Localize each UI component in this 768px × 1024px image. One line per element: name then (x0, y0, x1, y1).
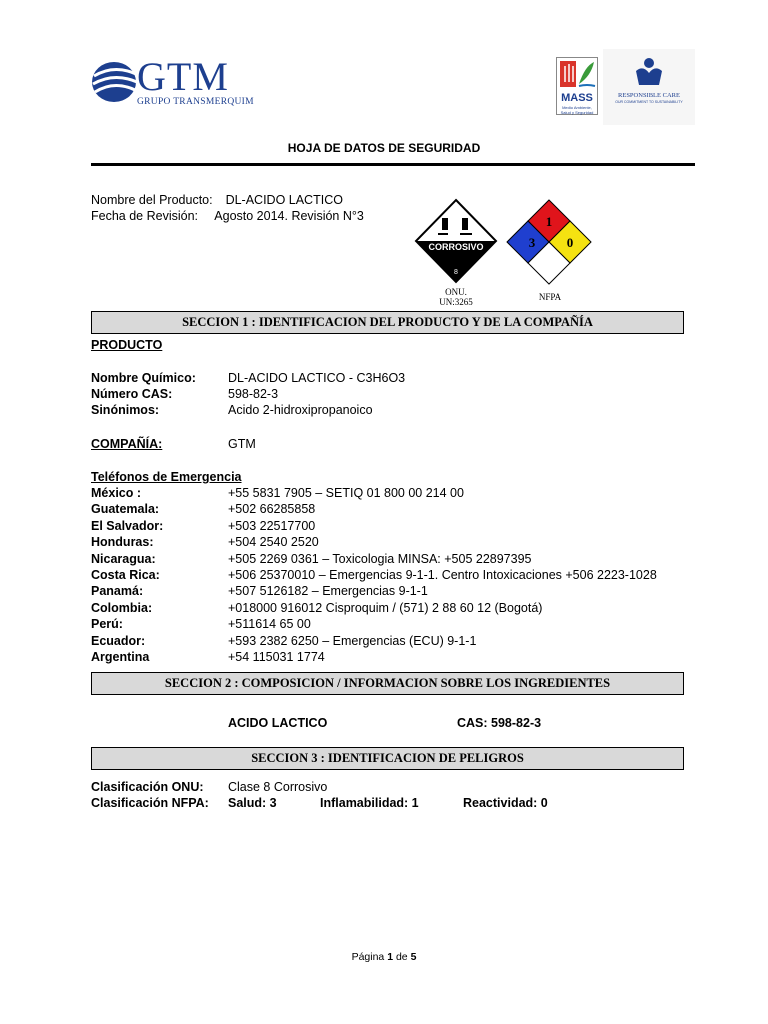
page-of: de (395, 951, 408, 963)
nfpa-diamond (505, 198, 593, 286)
responsible-care-subtitle: OUR COMMITMENT TO SUSTAINABILITY (615, 100, 683, 104)
phone-country: Nicaragua: (91, 551, 156, 566)
nfpa-diamond-icon (505, 198, 593, 286)
phone-country: Argentina (91, 649, 150, 664)
phone-country: Guatemala: (91, 502, 160, 517)
nfpa-health: 3 (528, 235, 536, 250)
phone-row (91, 551, 691, 567)
corrosive-class: 8 (454, 269, 458, 276)
phone-value: +505 2269 0361 – Toxicologia MINSA: +505 22897395 (228, 551, 532, 566)
phone-value: +018000 916012 Cisproquim / (571) 2 88 60 12 (Bogotá) (228, 600, 543, 615)
mass-logo (556, 57, 598, 115)
phone-value: +54 115031 1774 (228, 649, 325, 664)
hands-icon (603, 49, 695, 91)
section-2-header: SECCION 2 : COMPOSICION / INFORMACION SOBRE LOS INGREDIENTES (91, 672, 684, 695)
synonyms-value: Acido 2-hidroxipropanoico (228, 403, 373, 417)
ingredient-cas: CAS: 598-82-3 (457, 716, 542, 730)
nfpa-classification-label: Clasificación NFPA: (91, 796, 209, 810)
phone-value: +55 5831 7905 – SETIQ 01 800 00 214 00 (228, 486, 464, 500)
revision-date-value: Agosto 2014. Revisión N°3 (214, 209, 364, 223)
phone-row (91, 649, 691, 665)
revision-date-row (91, 208, 364, 224)
ingredient-name: ACIDO LACTICO (228, 716, 328, 730)
company-value: GTM (228, 437, 256, 451)
phone-country: Ecuador: (91, 633, 146, 648)
phone-value: +593 2382 6250 – Emergencias (ECU) 9-1-1 (228, 633, 477, 648)
page-total: 5 (410, 951, 417, 963)
revision-date-label: Fecha de Revisión: (91, 209, 199, 223)
page-footer (0, 951, 768, 963)
phone-value: +504 2540 2520 (228, 535, 319, 550)
phone-country: México : (91, 486, 142, 500)
phone-value: +502 66285858 (228, 502, 316, 517)
synonyms-label: Sinónimos: (91, 403, 160, 417)
nfpa-flammability-value: Inflamabilidad: 1 (320, 796, 419, 810)
document-title: HOJA DE DATOS DE SEGURIDAD (287, 141, 481, 155)
chemical-name-value: DL-ACIDO LACTICO - C3H6O3 (228, 371, 406, 385)
mass-logo-text: MASS (561, 92, 593, 104)
phone-row (91, 600, 691, 616)
phone-row (91, 633, 691, 649)
phone-country: Colombia: (91, 600, 153, 615)
company-logo-text: GTM (137, 54, 229, 99)
onu-classification-label: Clasificación ONU: (91, 780, 204, 794)
phone-row (91, 518, 691, 534)
corrosive-label: CORROSIVO (428, 242, 484, 252)
corrosive-pictogram (414, 198, 498, 286)
phone-value: +507 5126182 – Emergencias 9-1-1 (228, 584, 428, 599)
product-name-row (91, 192, 343, 208)
phone-row (91, 583, 691, 599)
onu-caption-line1: ONU. (445, 287, 467, 297)
responsible-care-text: RESPONSIBLE CARE (618, 92, 680, 99)
company-label: COMPAÑÍA: (91, 437, 163, 451)
emergency-phones-list (91, 485, 691, 665)
responsible-care-logo (603, 49, 695, 125)
onu-classification-value: Clase 8 Corrosivo (228, 780, 328, 794)
phone-row (91, 616, 691, 632)
nfpa-reactivity: 0 (566, 235, 574, 250)
nfpa-caption: NFPA (538, 292, 562, 302)
mass-logo-subtitle: Medio Ambiente, Salud y Seguridad (560, 105, 594, 115)
nfpa-health-value: Salud: 3 (228, 796, 277, 810)
nfpa-flammability: 1 (545, 214, 553, 229)
phone-value: +511614 65 00 (228, 617, 311, 632)
phone-country: El Salvador: (91, 518, 164, 533)
hand-leaf-icon (557, 58, 597, 92)
page-current: 1 (387, 951, 394, 963)
onu-caption-line2: UN:3265 (439, 297, 473, 307)
nfpa-reactivity-value: Reactividad: 0 (463, 796, 548, 810)
cas-number-value: 598-82-3 (228, 387, 279, 401)
phone-row (91, 501, 691, 517)
title-divider (91, 163, 695, 166)
phone-row (91, 534, 691, 550)
product-name-value: DL-ACIDO LACTICO (225, 193, 343, 207)
cas-number-label: Número CAS: (91, 387, 173, 401)
phone-value: +503 22517700 (228, 518, 316, 533)
phone-value: +506 25370010 – Emergencias 9-1-1. Centro Intoxicaciones +506 2223-1028 (228, 567, 657, 582)
globe-icon (90, 56, 140, 108)
page-word: Página (351, 951, 385, 963)
onu-caption (416, 287, 496, 307)
emergency-phones-heading: Teléfonos de Emergencia (91, 470, 242, 484)
producto-heading: PRODUCTO (91, 338, 163, 352)
phone-country: Panamá: (91, 584, 144, 599)
phone-country: Perú: (91, 617, 123, 632)
phone-row (91, 567, 691, 583)
phone-country: Honduras: (91, 535, 154, 550)
phone-row (91, 485, 691, 501)
company-logo-subtitle: GRUPO TRANSMERQUIM (137, 97, 254, 107)
corrosive-diamond-icon (414, 198, 498, 284)
chemical-name-label: Nombre Químico: (91, 371, 196, 385)
phone-country: Costa Rica: (91, 567, 160, 582)
section-1-header: SECCION 1 : IDENTIFICACION DEL PRODUCTO Y DE LA COMPAÑÍA (91, 311, 684, 334)
section-3-header: SECCION 3 : IDENTIFICACION DE PELIGROS (91, 747, 684, 770)
product-name-label: Nombre del Producto: (91, 193, 213, 207)
